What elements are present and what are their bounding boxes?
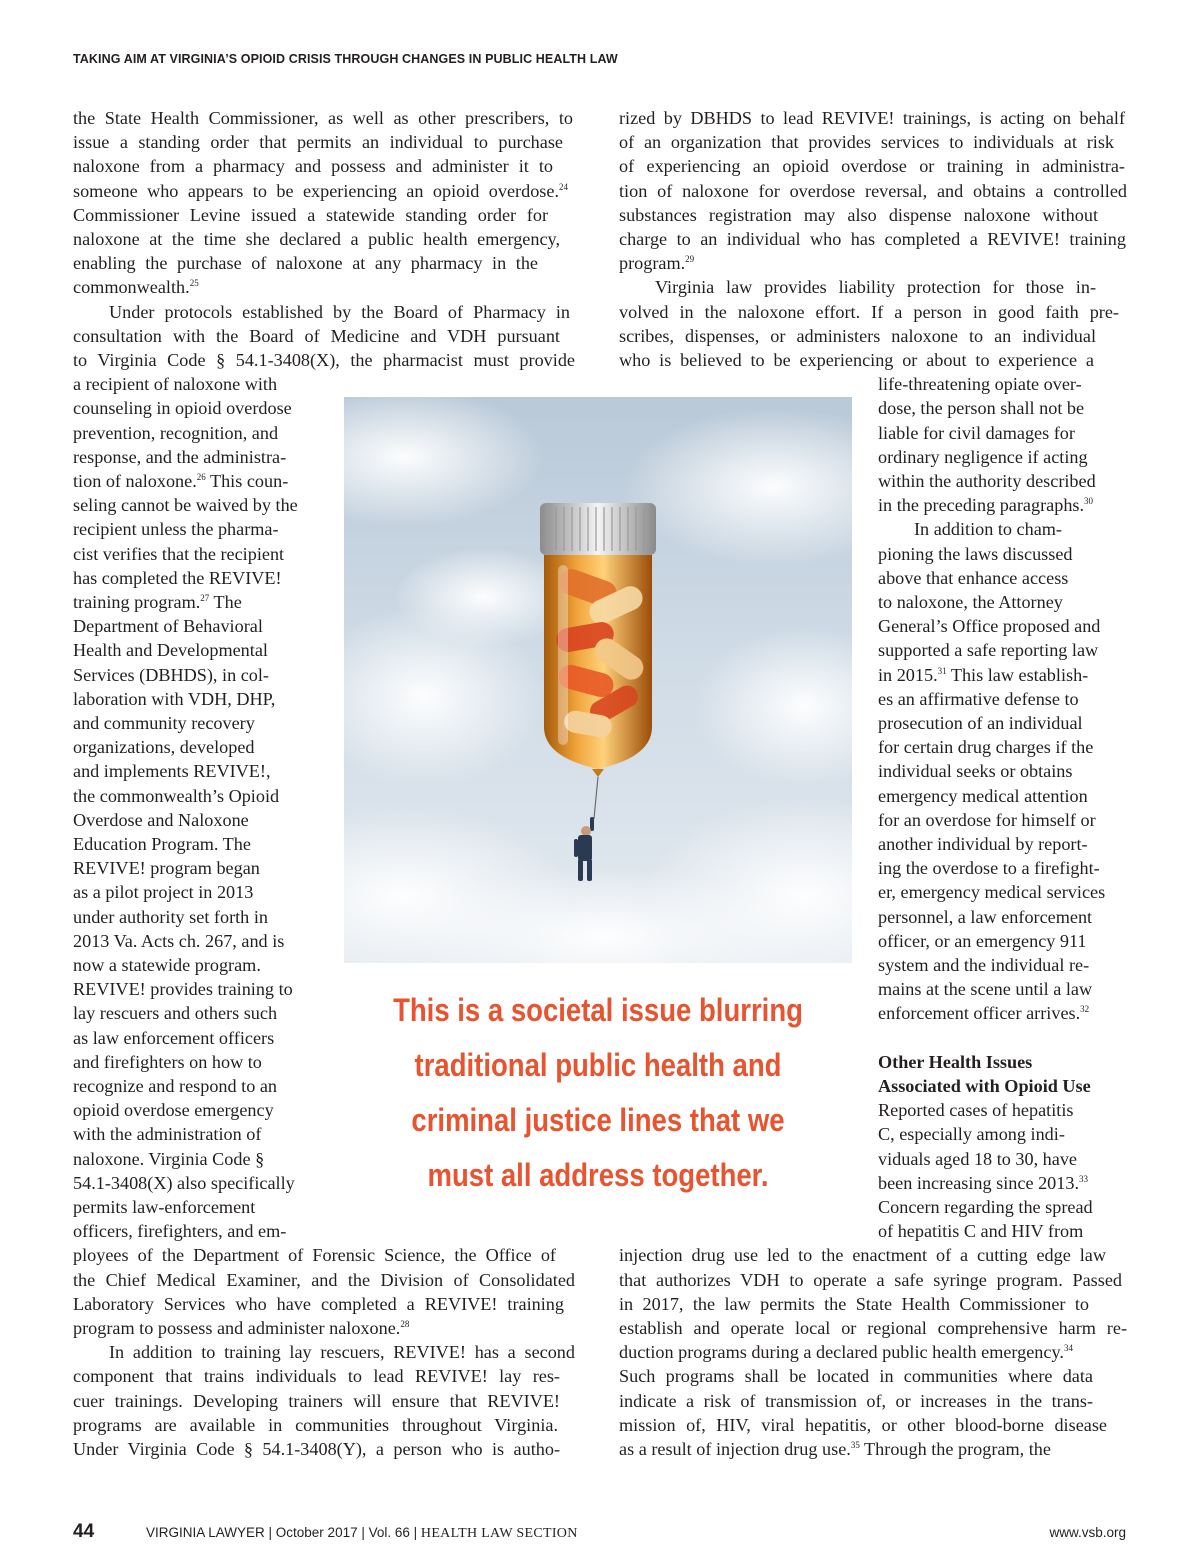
text-content: Health and Developmental — [73, 640, 268, 661]
text-line — [878, 856, 1100, 880]
text-line — [619, 130, 1114, 154]
text-content: opioid overdose emergency — [73, 1100, 274, 1121]
text-line — [73, 687, 275, 711]
text-content: system and the individual re- — [878, 955, 1090, 975]
footnote-marker: 32 — [1080, 1004, 1090, 1015]
text-content: dose, the person shall not be — [878, 398, 1085, 419]
text-line — [73, 106, 573, 130]
text-content: issue a standing order that permits an individual to purchase — [73, 132, 563, 153]
text-line — [73, 880, 253, 904]
text-line — [878, 372, 1082, 396]
text-line — [878, 977, 1092, 1001]
text-content: recognize and respond to an — [73, 1076, 278, 1096]
text-content: Laboratory Services who have completed a REVIVE! training — [73, 1293, 564, 1314]
text-line — [73, 832, 251, 856]
text-line — [73, 905, 268, 929]
text-content: someone who appears to be experiencing an opioid overdose. — [73, 180, 559, 201]
text-line — [73, 1316, 409, 1340]
text-line — [73, 251, 538, 275]
text-line — [73, 953, 261, 977]
text-content: to Virginia Code § 54.1-3408(X), the pharmacist must provide — [73, 350, 575, 370]
text-line — [73, 1001, 277, 1025]
text-content: officers, firefighters, and em- — [73, 1221, 287, 1242]
text-content: component that trains individuals to lead REVIVE! lay res- — [73, 1366, 560, 1387]
text-content: ordinary negligence if acting — [878, 446, 1088, 467]
text-line — [619, 1437, 1051, 1461]
pill-bottle-balloon-icon — [344, 397, 852, 963]
text-line — [73, 179, 568, 203]
text-content: another individual by report- — [878, 834, 1088, 854]
text-content: and firefighters on how to — [73, 1051, 262, 1072]
text-line — [73, 1171, 295, 1195]
text-line — [878, 493, 1093, 517]
text-content: programs are available in communities throughout Virginia. — [73, 1414, 558, 1435]
text-line — [878, 832, 1088, 856]
text-line — [73, 154, 553, 178]
text-line — [878, 445, 1088, 469]
text-content: This coun- — [205, 471, 289, 491]
text-line — [619, 1364, 1093, 1388]
footnote-marker: 25 — [189, 278, 199, 289]
text-line — [73, 590, 242, 614]
text-content: Concern regarding the spread — [878, 1197, 1093, 1217]
text-content: Associated with Opioid Use — [878, 1076, 1091, 1096]
text-content: with the administration of — [73, 1124, 262, 1145]
text-line — [73, 1098, 274, 1122]
text-line — [109, 300, 570, 324]
text-content: seling cannot be waived by the — [73, 495, 298, 516]
text-line — [619, 179, 1127, 203]
text-content: Department of Behavioral — [73, 616, 263, 637]
text-content: General’s Office proposed and — [878, 616, 1101, 637]
text-line — [73, 1437, 560, 1461]
text-line — [73, 1122, 261, 1146]
text-line — [73, 711, 255, 735]
text-line — [878, 1219, 1083, 1243]
text-content: Such programs shall be located in communities where data — [619, 1366, 1093, 1387]
text-content: mission of, HIV, viral hepatitis, or other blood-borne disease — [619, 1414, 1107, 1435]
text-line — [878, 711, 1083, 735]
text-content: of experiencing an opioid overdose or training in administra- — [619, 156, 1125, 177]
text-content: liable for civil damages for — [878, 422, 1075, 443]
text-line — [878, 880, 1105, 904]
text-content: within the authority described — [878, 471, 1096, 491]
text-line — [73, 1195, 255, 1219]
text-content: program to possess and administer naloxone. — [73, 1318, 401, 1338]
text-line — [73, 445, 286, 469]
text-content: Services (DBHDS), in col- — [73, 664, 269, 685]
text-line — [619, 203, 1098, 227]
text-line — [73, 638, 268, 662]
text-line — [73, 566, 282, 590]
text-line — [73, 1268, 575, 1292]
text-line — [619, 300, 1119, 324]
footnote-marker: 30 — [1084, 496, 1094, 507]
text-content: as law enforcement officers — [73, 1027, 275, 1048]
text-line — [878, 808, 1096, 832]
text-content: commonwealth. — [73, 277, 190, 298]
text-line — [655, 275, 1096, 299]
text-content: has completed the REVIVE! — [73, 567, 282, 588]
footer-masthead — [146, 1525, 578, 1542]
text-content: enabling the purchase of naloxone at any pharmacy in the — [73, 253, 538, 274]
text-line — [619, 1316, 1127, 1340]
text-content: Education Program. The — [73, 834, 251, 854]
pull-quote-line: must all address together. — [427, 1157, 769, 1193]
text-content: scribes, dispenses, or administers naloxone to an individual — [619, 325, 1096, 346]
text-line — [878, 542, 1073, 566]
text-line — [878, 1050, 1032, 1074]
text-content: of hepatitis C and HIV from — [878, 1221, 1084, 1242]
text-content: who is believed to be experiencing or about to experience a — [619, 350, 1094, 370]
text-line — [619, 227, 1126, 251]
text-content: naloxone. Virginia Code § — [73, 1148, 265, 1169]
text-content: recipient unless the pharma- — [73, 519, 279, 540]
footnote-marker: 26 — [196, 472, 206, 482]
text-line — [619, 1389, 1093, 1413]
text-line — [619, 1268, 1122, 1292]
text-content: ployees of the Department of Forensic Science, the Office of — [73, 1245, 556, 1266]
text-line — [73, 1219, 286, 1243]
text-line — [619, 348, 1094, 372]
text-content: This law establish- — [946, 664, 1089, 685]
text-content: permits law-enforcement — [73, 1197, 256, 1217]
text-line — [878, 1074, 1091, 1098]
text-content: es an affirmative defense to — [878, 688, 1079, 709]
footnote-marker: 35 — [850, 1440, 860, 1450]
text-line — [878, 1098, 1073, 1122]
text-content: naloxone from a pharmacy and possess and administer it to — [73, 156, 553, 177]
text-line — [619, 324, 1096, 348]
text-content: as a pilot project in 2013 — [73, 882, 254, 903]
text-line — [878, 953, 1089, 977]
text-line — [73, 1413, 558, 1437]
text-line — [914, 517, 1062, 541]
magazine-info: VIRGINIA LAWYER | October 2017 | Vol. 66 | — [146, 1525, 418, 1540]
text-line — [73, 542, 284, 566]
text-content: charge to an individual who has completed a REVIVE! training — [619, 229, 1126, 249]
text-line — [878, 590, 1063, 614]
pull-quote-line: criminal justice lines that we — [411, 1102, 785, 1138]
text-content: Under Virginia Code § 54.1-3408(Y), a person who is autho- — [73, 1439, 560, 1459]
text-content: prosecution of an individual — [878, 713, 1083, 733]
text-line — [73, 735, 254, 759]
text-line — [73, 784, 279, 808]
text-content: to naloxone, the Attorney — [878, 592, 1063, 612]
footnote-marker: 28 — [400, 1319, 410, 1329]
text-content: The — [209, 592, 242, 612]
text-content: individual seeks or obtains — [878, 761, 1073, 782]
text-line — [878, 735, 1093, 759]
text-line — [73, 517, 279, 541]
text-content: response, and the administra- — [73, 446, 287, 467]
text-content: enforcement officer arrives. — [878, 1003, 1081, 1024]
text-line — [73, 1292, 564, 1316]
text-content: cist verifies that the recipient — [73, 543, 285, 564]
text-content: the Chief Medical Examiner, and the Division of Consolidated — [73, 1269, 575, 1290]
footer-url: www.vsb.org — [1049, 1525, 1126, 1540]
text-content: Under protocols established by the Board of Pharmacy in — [109, 301, 570, 322]
text-content: Virginia law provides liability protection for those in- — [655, 277, 1096, 298]
text-content: counseling in opioid overdose — [73, 398, 292, 419]
text-line — [73, 324, 560, 348]
text-content: personnel, a law enforcement — [878, 906, 1093, 927]
text-content: of an organization that provides services to individuals at risk — [619, 132, 1114, 153]
text-line — [73, 1050, 262, 1074]
text-line — [73, 977, 293, 1001]
text-line — [73, 372, 277, 396]
text-line — [878, 759, 1072, 783]
text-line — [73, 203, 548, 227]
text-content: REVIVE! program began — [73, 858, 260, 879]
text-content: ing the overdose to a firefight- — [878, 858, 1100, 879]
text-content: mains at the scene until a law — [878, 979, 1093, 1000]
section-name: HEALTH LAW SECTION — [420, 1526, 578, 1541]
text-content: 2013 Va. Acts ch. 267, and is — [73, 930, 285, 951]
text-content: pioning the laws discussed — [878, 543, 1073, 564]
footnote-marker: 27 — [200, 593, 210, 603]
text-content: a recipient of naloxone with — [73, 374, 278, 395]
text-content: volved in the naloxone effort. If a person in good faith pre- — [619, 301, 1119, 322]
text-line — [619, 154, 1125, 178]
text-content: rized by DBHDS to lead REVIVE! trainings, is acting on behalf — [619, 108, 1125, 128]
text-line — [73, 808, 249, 832]
text-content: emergency medical attention — [878, 785, 1088, 806]
footnote-marker: 29 — [685, 254, 695, 265]
text-content: injection drug use led to the enactment of a cutting edge law — [619, 1245, 1106, 1266]
text-line — [619, 106, 1125, 130]
text-content: Through the program, the — [859, 1439, 1051, 1459]
text-content: In addition to training lay rescuers, REVIVE! has a second — [109, 1342, 575, 1363]
text-content: indicate a risk of transmission of, or increases in the trans- — [619, 1390, 1093, 1411]
text-line — [878, 421, 1075, 445]
text-line — [878, 784, 1088, 808]
text-content: er, emergency medical services — [878, 882, 1106, 903]
text-line — [73, 469, 288, 493]
text-line — [73, 663, 269, 687]
text-line — [73, 1389, 560, 1413]
text-content: establish and operate local or regional comprehensive harm re- — [619, 1318, 1127, 1338]
text-content: cuer trainings. Developing trainers will ensure that REVIVE! — [73, 1390, 560, 1411]
text-content: above that enhance access — [878, 567, 1069, 588]
text-line — [878, 638, 1098, 662]
text-content: program. — [619, 253, 686, 274]
text-content: in 2017, the law permits the State Health Commissioner to — [619, 1293, 1089, 1314]
text-content: for an overdose for himself or — [878, 809, 1096, 830]
text-content: tion of naloxone for overdose reversal, and obtains a controlled — [619, 180, 1127, 201]
text-content: under authority set forth in — [73, 906, 268, 927]
text-content: life-threatening opiate over- — [878, 374, 1082, 395]
text-line — [878, 1122, 1065, 1146]
text-line — [73, 614, 263, 638]
text-content: Commissioner Levine issued a statewide standing order for — [73, 204, 548, 225]
text-line — [619, 251, 694, 275]
text-content: consultation with the Board of Medicine and VDH pursuant — [73, 325, 560, 346]
text-line — [878, 1195, 1093, 1219]
text-content: prevention, recognition, and — [73, 422, 279, 443]
footnote-marker: 33 — [1079, 1173, 1089, 1184]
text-content: and community recovery — [73, 713, 255, 733]
text-content: laboration with VDH, DHP, — [73, 688, 276, 709]
text-line — [73, 1243, 556, 1267]
text-content: Reported cases of hepatitis — [878, 1100, 1074, 1121]
text-line — [73, 493, 298, 517]
text-line — [619, 1292, 1089, 1316]
text-content: viduals aged 18 to 30, have — [878, 1148, 1078, 1169]
text-line — [73, 1026, 274, 1050]
text-line — [73, 396, 292, 420]
text-content: been increasing since 2013. — [878, 1172, 1080, 1193]
text-line — [878, 905, 1092, 929]
text-content: lay rescuers and others such — [73, 1003, 278, 1024]
footnote-marker: 34 — [1063, 1343, 1073, 1354]
text-line — [73, 1364, 560, 1388]
text-content: Other Health Issues — [878, 1051, 1033, 1072]
text-content: duction programs during a declared public health emergency. — [619, 1342, 1064, 1363]
text-line — [73, 130, 563, 154]
text-line — [878, 396, 1084, 420]
text-line — [73, 421, 278, 445]
text-line — [878, 1147, 1077, 1171]
text-content: as a result of injection drug use. — [619, 1439, 851, 1459]
text-line — [73, 759, 271, 783]
text-line — [878, 614, 1100, 638]
text-line — [878, 663, 1088, 687]
text-content: training program. — [73, 592, 201, 612]
text-content: substances registration may also dispense naloxone without — [619, 204, 1098, 225]
text-line — [73, 1147, 264, 1171]
text-line — [73, 275, 199, 299]
text-content: Overdose and Naloxone — [73, 809, 249, 830]
text-content: In addition to cham- — [914, 519, 1062, 540]
text-line — [878, 929, 1087, 953]
pull-quote — [386, 983, 809, 1203]
text-line — [73, 348, 575, 372]
text-line — [73, 929, 284, 953]
footnote-marker: 31 — [937, 665, 947, 676]
text-content: and implements REVIVE!, — [73, 761, 271, 782]
text-line — [878, 469, 1096, 493]
pull-quote-line: traditional public health and — [414, 1047, 782, 1083]
text-line — [73, 856, 260, 880]
text-line — [619, 1413, 1107, 1437]
footnote-marker: 24 — [559, 181, 568, 192]
text-line — [878, 687, 1079, 711]
text-content: supported a safe reporting law — [878, 640, 1099, 661]
text-content: C, especially among indi- — [878, 1124, 1065, 1145]
text-line — [73, 227, 560, 251]
text-content: in the preceding paragraphs. — [878, 495, 1085, 516]
pull-quote-line: This is a societal issue blurring — [393, 992, 803, 1028]
text-line — [109, 1340, 575, 1364]
text-content: REVIVE! provides training to — [73, 979, 293, 1000]
text-content: 54.1-3408(X) also specifically — [73, 1172, 295, 1193]
text-line — [878, 1001, 1089, 1025]
text-line — [878, 566, 1068, 590]
running-title: TAKING AIM AT VIRGINIA’S OPIOID CRISIS THROUGH CHANGES IN PUBLIC HEALTH LAW — [73, 52, 618, 66]
page-number: 44 — [73, 1521, 95, 1542]
text-content: that authorizes VDH to operate a safe syringe program. Passed — [619, 1269, 1122, 1290]
text-content: for certain drug charges if the — [878, 737, 1094, 758]
text-content: naloxone at the time she declared a public health emergency, — [73, 229, 560, 249]
text-content: tion of naloxone. — [73, 471, 197, 491]
text-line — [619, 1243, 1106, 1267]
text-content: the commonwealth’s Opioid — [73, 785, 280, 806]
text-line — [878, 1171, 1088, 1195]
text-line — [619, 1340, 1073, 1364]
text-content: the State Health Commissioner, as well as other prescribers, to — [73, 108, 573, 128]
text-content: organizations, developed — [73, 737, 255, 758]
text-content: officer, or an emergency 911 — [878, 930, 1087, 951]
text-content: now a statewide program. — [73, 955, 261, 975]
text-line — [73, 1074, 277, 1098]
text-content: in 2015. — [878, 664, 938, 685]
